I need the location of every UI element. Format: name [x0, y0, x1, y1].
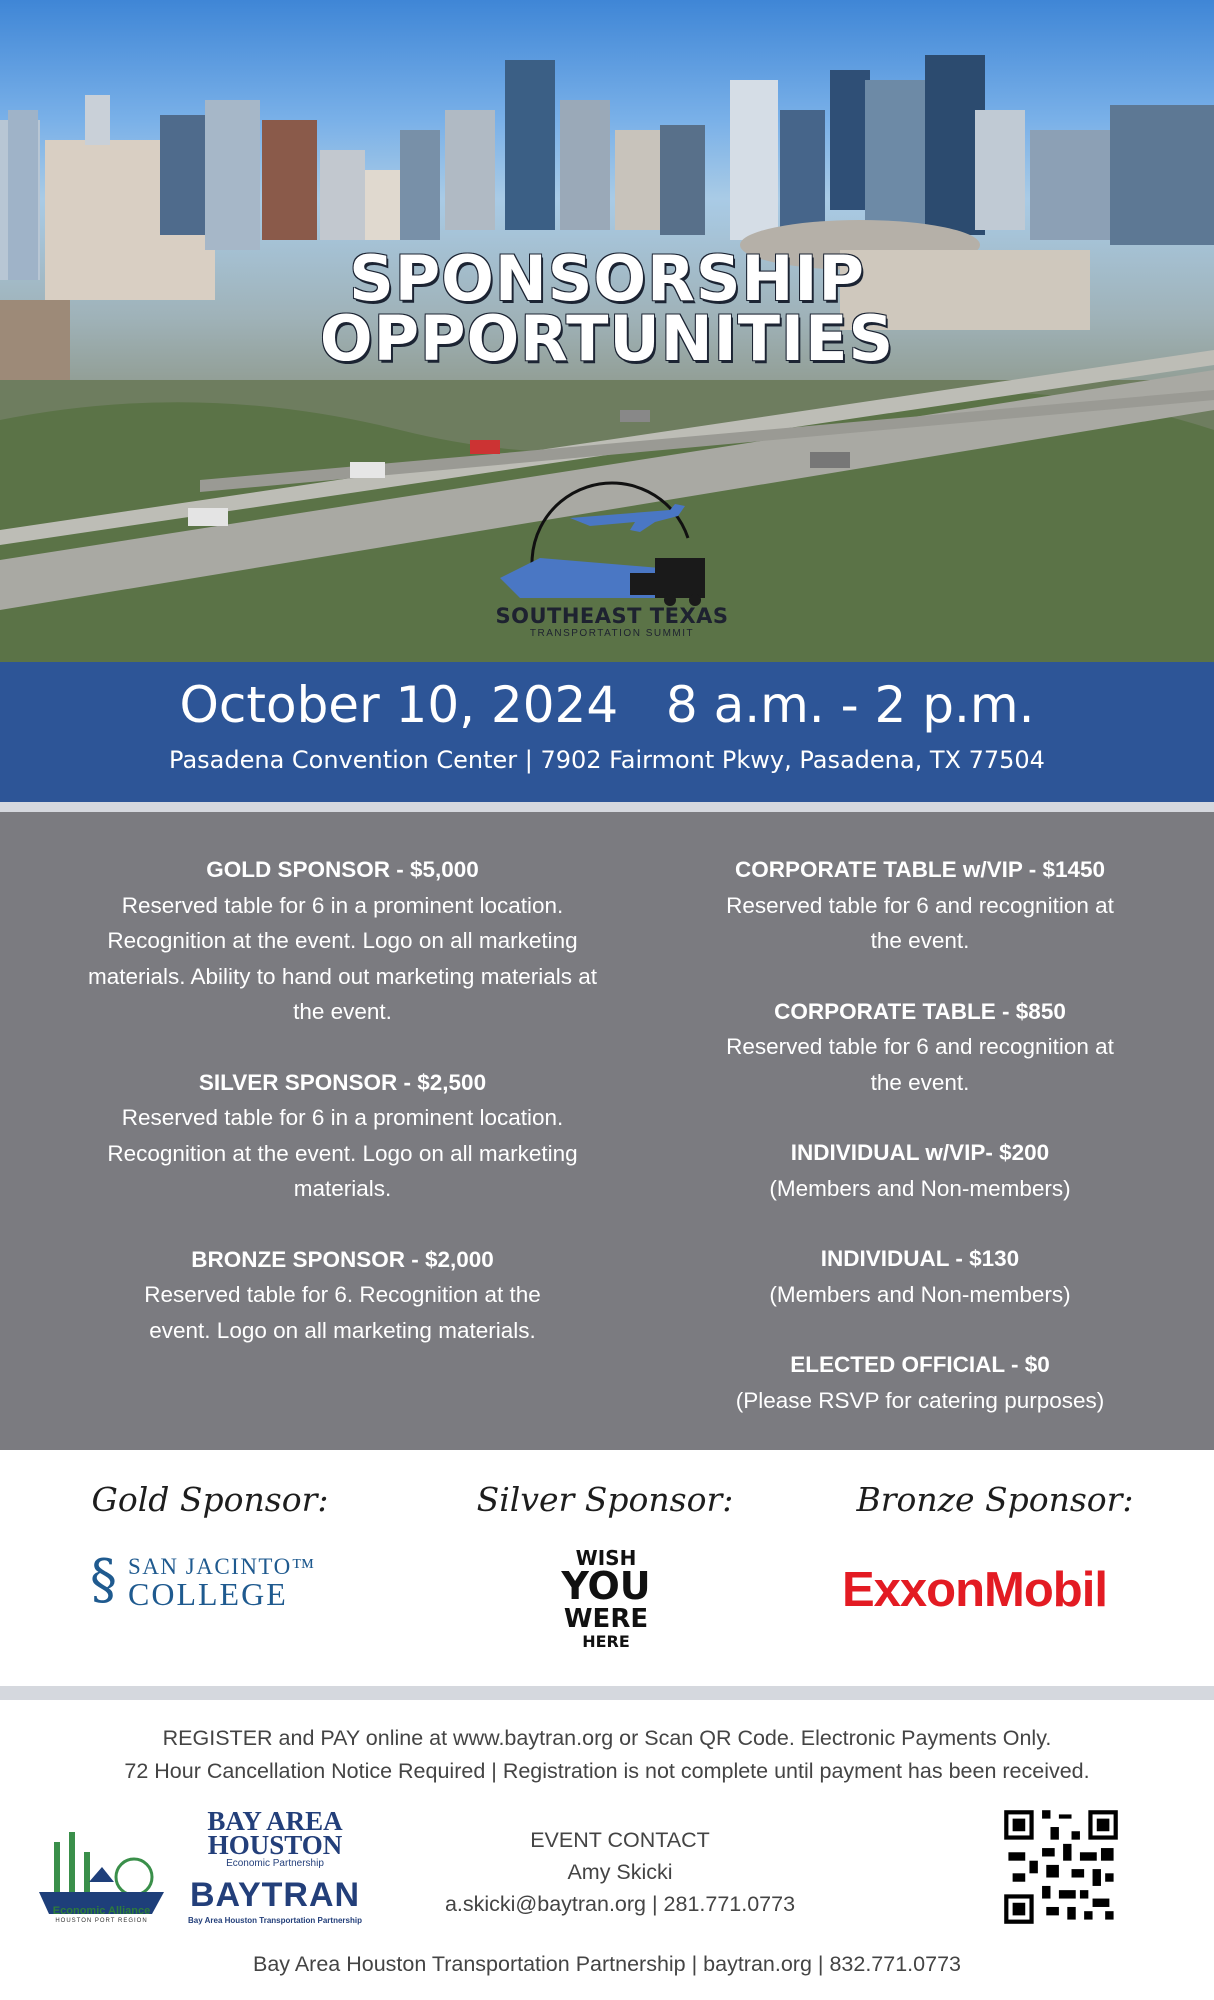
hero-title-line2: OPPORTUNITIES [319, 302, 895, 375]
here-word: HERE [582, 1632, 630, 1651]
summit-logo [480, 458, 744, 639]
economic-alliance-subtitle: HOUSTON PORT REGION [55, 1918, 148, 1924]
organization-footer-line: Bay Area Houston Transportation Partnership | baytran.org | 832.771.0773 [253, 1952, 961, 1976]
package-heading: SILVER SPONSOR - $2,500 [198, 1069, 487, 1095]
divider-stripe [0, 802, 1214, 812]
package-item [80, 852, 605, 1030]
package-heading: ELECTED OFFICIAL - $0 [790, 1352, 1050, 1377]
baytran-name: BAYTRAN [189, 1876, 361, 1914]
economic-alliance-name: Economic Alliance [52, 1905, 151, 1917]
package-item [680, 852, 1160, 959]
bah-name-line1: BAY AREA [207, 1806, 343, 1836]
package-heading: CORPORATE TABLE w/VIP - $1450 [734, 857, 1106, 882]
package-description: Reserved table for 6. Recognition at the event. Logo on all marketing materials. [144, 1282, 541, 1343]
event-date-time: October 10, 2024 8 a.m. - 2 p.m. [179, 676, 1035, 734]
package-description: Reserved table for 6 and recognition at the event. [726, 1034, 1114, 1095]
sponsor-logos-section [0, 1450, 1214, 1686]
sjc-monogram-icon: § [90, 1548, 117, 1611]
san-jacinto-college-logo [90, 1548, 340, 1612]
wish-you-were-here-logo [547, 1535, 665, 1653]
package-heading: INDIVIDUAL w/VIP- $200 [790, 1140, 1050, 1165]
packages-left-column [80, 852, 605, 1383]
contact-name: Amy Skicki [567, 1860, 673, 1884]
package-description: Reserved table for 6 in a prominent location. Recognition at the event. Logo on all marketing materials. Ability to hand out marketing materials at the event. [88, 892, 597, 1024]
contact-heading: EVENT CONTACT [530, 1828, 710, 1852]
gold-sponsor-label: Gold Sponsor: [91, 1480, 329, 1519]
summit-logo-graphic [480, 458, 744, 608]
package-description: (Please RSVP for catering purposes) [735, 1387, 1105, 1413]
hero-title-line1: SPONSORSHIP [349, 242, 865, 315]
package-item [680, 1347, 1160, 1418]
bronze-sponsor-label: Bronze Sponsor: [856, 1480, 1134, 1519]
cancellation-line: 72 Hour Cancellation Notice Required | Registration is not complete until payment has been received. [124, 1759, 1090, 1783]
bah-name-line2: HOUSTON [207, 1830, 343, 1860]
package-item [80, 1242, 605, 1349]
summit-logo-name: SOUTHEAST TEXAS [495, 604, 729, 628]
package-description: Reserved table for 6 and recognition at the event. [726, 892, 1114, 953]
registration-info [0, 1722, 1214, 1788]
bah-subtitle: Economic Partnership [226, 1858, 324, 1869]
baytran-subtitle: Bay Area Houston Transportation Partnership [188, 1916, 362, 1925]
exxonmobil-logo: ExxonMobil [842, 1563, 1107, 1617]
contact-details: a.skicki@baytran.org | 281.771.0773 [444, 1892, 796, 1916]
bay-area-houston-logo [175, 1808, 375, 1948]
package-heading: BRONZE SPONSOR - $2,000 [191, 1246, 494, 1272]
package-item [680, 1135, 1160, 1206]
event-contact [380, 1824, 860, 1920]
silver-sponsor-label: Silver Sponsor: [476, 1480, 734, 1519]
registration-line: REGISTER and PAY online at www.baytran.org or Scan QR Code. Electronic Payments Only. [162, 1726, 1052, 1750]
package-description: Reserved table for 6 in a prominent location. Recognition at the event. Logo on all marketing materials. [107, 1105, 578, 1201]
package-heading: CORPORATE TABLE - $850 [774, 998, 1066, 1024]
packages-right-column [680, 852, 1160, 1418]
event-venue: Pasadena Convention Center | 7902 Fairmont Pkwy, Pasadena, TX 77504 [169, 746, 1045, 774]
were-word: WERE [563, 1604, 649, 1634]
package-heading: GOLD SPONSOR - $5,000 [206, 857, 479, 882]
package-item [80, 1065, 605, 1207]
package-description: (Members and Non-members) [769, 1281, 1071, 1307]
package-item [680, 994, 1160, 1101]
you-word: YOU [561, 1564, 651, 1608]
sjc-name-line1: SAN JACINTO™ [128, 1554, 316, 1579]
package-heading: INDIVIDUAL - $130 [820, 1246, 1020, 1271]
divider-stripe [0, 1686, 1214, 1700]
package-description: (Members and Non-members) [769, 1175, 1071, 1201]
event-info-band [0, 662, 1214, 802]
footer [0, 1700, 1214, 2000]
sjc-name-line2: COLLEGE [128, 1576, 288, 1612]
hero-banner [0, 0, 1214, 662]
qr-code-icon[interactable] [1000, 1806, 1122, 1928]
summit-logo-subtitle: TRANSPORTATION SUMMIT [529, 628, 695, 639]
wish-word: WISH [575, 1546, 637, 1570]
package-item [680, 1241, 1160, 1312]
sponsorship-packages [0, 812, 1214, 1450]
